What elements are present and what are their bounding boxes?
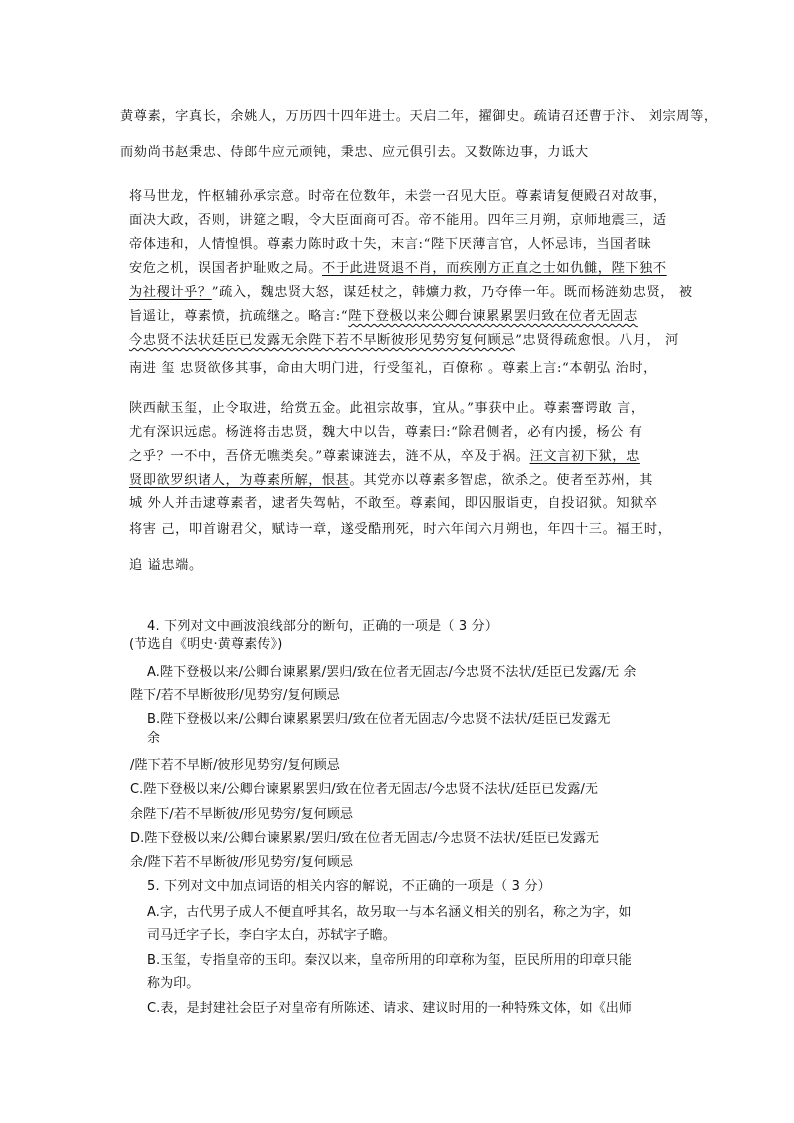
option-4d-line2: 余/陛下若不早断彼/形见势穷/复何顾忌 <box>130 855 354 870</box>
wavy-underlined-text: 陛下登极以来公卿台谏累累罢归致在位者无固志 <box>348 309 638 324</box>
passage-text: 。其党亦以尊素多智虑，欲杀之。使者至苏州，其 <box>349 473 653 488</box>
option-5c-line1: C.表，是封建社会臣子对皇帝有所陈述、请求、建议时用的一种特殊文体，如《出师 <box>147 1001 633 1016</box>
option-5b-line2: 称为印。 <box>147 976 200 991</box>
option-4b-line1: B.陛下登极以来/公卿台谏累累罢归/致在位者无固志/今忠贤不法状/廷臣已发露无 <box>147 712 611 727</box>
option-4b-line1-wrap: 余 <box>147 731 161 746</box>
question-4-source: (节选自《明史·黄尊素传》) <box>129 637 283 652</box>
option-4c-line1: C.陛下登极以来/公卿台谏累累罢归/致在位者无固志/今忠贤不法状/廷臣已发露/无 <box>130 782 599 797</box>
passage-text: 之乎？一不中，吾侪无噍类矣。”尊素谏涟去，涟不从，卒及于祸。 <box>129 449 530 464</box>
passage-line <box>129 305 638 324</box>
passage-line: 将害 己，叩首谢君父，赋诗一章，遂受酷刑死，时六年闰六月朔也，年四十三。福王时， <box>129 522 672 537</box>
passage-line: 尤有深识远虑。杨涟将击忠贤，魏大中以告，尊素曰:“除君侧者，必有内援，杨公 有 <box>129 425 643 440</box>
wavy-underlined-text: 今忠贤不法状廷臣已发露无余陛下若不早断彼形见势穷复何顾忌 <box>129 333 516 348</box>
option-4a-line2: 陛下/若不早断彼形/见势穷/复何顾忌 <box>130 688 340 703</box>
passage-line: 追 谥忠端。 <box>129 558 203 573</box>
underlined-text: 汪文言初下狱，忠 <box>529 449 640 464</box>
passage-line <box>129 469 653 488</box>
passage-line <box>129 445 640 464</box>
passage-line: 南进 玺 忠贤欲侈其事，命由大明门进，行受玺礼，百僚称 。尊素上言:“本朝弘 治时， <box>129 361 657 376</box>
underlined-text: 不于此进贤退不肖，而疾刚方正直之士如仇雠，陛下独不 <box>322 261 667 276</box>
question-4-stem: 4. 下列对文中画波浪线部分的断句，正确的一项是（ 3 分） <box>147 619 499 634</box>
option-5a-line1: A.字，古代男子成人不便直呼其名，故另取一与本名涵义相关的别名，称之为字，如 <box>147 905 632 920</box>
passage-line <box>129 257 667 276</box>
passage-line: 陕西献玉玺，止令取进，给赏五金。此祖宗故事，宜从。”事获中止。尊素謇谔敢 言， <box>129 401 645 416</box>
option-5b-line1: B.玉玺，专指皇帝的玉印。秦汉以来，皇帝所用的印章称为玺，臣民所用的印章只能 <box>147 953 632 968</box>
passage-text: 安危之机，误国者护耻败之局。 <box>129 261 323 276</box>
passage-line: 面决大政，否则，讲筵之暇，令大臣面商可否。帝不能用。四年三月朔，京师地震三，适 <box>129 213 667 228</box>
passage-line <box>129 329 679 348</box>
option-4b-line2: /陛下若不早断/彼形见势穷/复何顾忌 <box>130 758 340 773</box>
passage-line: 帝体违和，人情惶惧。尊素力陈时政十失，末言:“陛下厌薄言官，人怀忌讳，当国者昧 <box>129 237 652 252</box>
option-4a-line1: A.陛下登极以来/公卿台谏累累/罢归/致在位者无固志/今忠贤不法状/廷臣已发露/无 余 <box>147 665 637 680</box>
option-5a-line2: 司马迁字子长，李白字太白，苏轼字子瞻。 <box>147 928 396 943</box>
passage-text: ”疏入，魏忠贤大怒，谋廷杖之，韩爌力救，乃夺俸一年。既而杨涟劾忠贤， 被 <box>211 285 693 300</box>
option-4c-line2: 余陛下/若不早断彼/形见势穷/复何顾忌 <box>130 807 354 822</box>
passage-line: 黄尊素，字真长，余姚人，万历四十四年进士。天启二年，擢御史。疏请召还曹于汴、 刘宗周等， <box>120 109 718 124</box>
passage-line <box>129 281 693 300</box>
option-4d-line1: D.陛下登极以来/公卿台谏累累/罢归/致在位者无固志/今忠贤不法状/廷臣已发露无 <box>130 831 600 846</box>
passage-text: 旨遥让，尊素愤，抗疏继之。略言:“ <box>129 309 349 324</box>
underlined-text: 贤即欲罗织诸人，为尊素所解，恨甚 <box>129 473 350 488</box>
passage-line: 将马世龙，忤枢辅孙承宗意。时帝在位数年，未尝一召见大臣。尊素请复便殿召对故事， <box>129 189 667 204</box>
passage-text: ”忠贤得疏愈恨。八月， 河 <box>515 333 679 348</box>
underlined-text: 为社稷计乎？ <box>129 285 212 300</box>
question-5-stem: 5. 下列对文中加点词语的相关内容的解说，不正确的一项是（ 3 分） <box>147 879 551 894</box>
passage-line: 而劾尚书赵秉忠、侍郎牛应元顽钝，秉忠、应元俱引去。又数陈边事，力诋大 <box>120 145 589 160</box>
passage-line: 城 外人并击逮尊素者，逮者失驾帖，不敢至。尊素闻，即囚服诣吏，自投诏狱。知狱卒 <box>129 496 658 511</box>
